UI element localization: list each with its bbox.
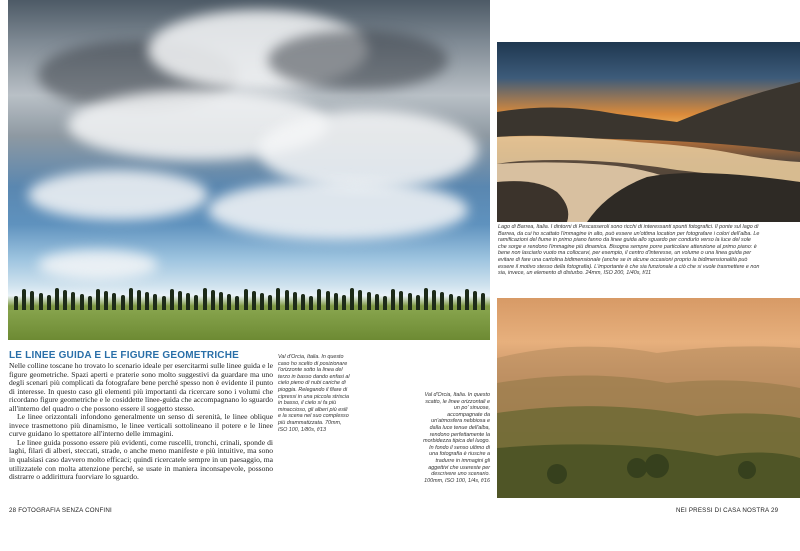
- cypress-tree: [399, 291, 403, 312]
- cypress-tree: [178, 291, 182, 312]
- photo-lake-barrea: [497, 42, 800, 222]
- cypress-tree: [63, 290, 67, 312]
- cypress-tree: [293, 292, 297, 312]
- cypress-tree: [424, 288, 428, 312]
- caption-val-dorcia: Val d'Orcia, Italia. In questo scatto, le linee orizzontali e un po' sinuose, accompagnate da un'atmosfera nebbiosa e dalla luce tenue dell'alba, rendono perfettamente la morbidezza tipica del luogo. In fondo il senso ultimo di una fotografia è riuscire a tradurre in immagini gli aggettivi che userestе per descrivere uno scenario. 100mm, ISO 100, 1/4s, f/16: [423, 392, 490, 484]
- cypress-tree: [30, 291, 34, 312]
- cypress-tree: [96, 289, 100, 312]
- footer-left: 28 FOTOGRAFIA SENZA CONFINI: [9, 507, 112, 514]
- body-paragraph: Le linee guida possono essere più evidenti, come ruscelli, tronchi, crinali, sponde di laghi, filari di alberi, steccati, strade, o anche meno manifeste e più intuitive, ma sono in qualsiasi caso davvero molto efficaci; quindi ricercatele sempre in un paesaggio, ma utilizzatele con molta attenzione perché, se usate in maniera inconsapevole, possono distrarre o addirittura fuorviare lo sguardo.: [9, 437, 273, 482]
- footer-right: NEI PRESSI DI CASA NOSTRA 29: [676, 507, 779, 514]
- cypress-tree: [71, 292, 75, 312]
- cypress-tree: [129, 288, 133, 312]
- cypress-tree: [391, 289, 395, 312]
- body-paragraph: Le linee orizzontali infondono generalmente un senso di serenità, le linee oblique invece trasmettono più dinamismo, le linee verticali sottolineano il potere e le linee curve guidano lo spettatore all'interno delle immagini.: [9, 412, 273, 439]
- photo-val-dorcia-hills: [497, 298, 800, 498]
- cypress-tree: [170, 289, 174, 312]
- cypress-tree: [350, 288, 354, 312]
- cypress-tree: [358, 290, 362, 312]
- cypress-tree: [432, 290, 436, 312]
- cypress-tree: [211, 290, 215, 312]
- cypress-tree: [55, 288, 59, 312]
- cypress-tree: [22, 289, 26, 312]
- green-field: [8, 310, 490, 340]
- cypress-tree: [252, 291, 256, 312]
- article-body: [9, 362, 273, 482]
- cypress-tree: [465, 289, 469, 312]
- caption-lake-barrea: Lago di Barrea, Italia. I dintorni di Pescasseroli sono ricchi di interessanti spunti fotografici. Il ponte sul lago di Barrea, da cui ho scattato l'immagine in alto, può essere un'ottima location per fotografare i colori dell'alba. Le ramificazioni del fiume in primo piano fanno da linee guida allo sguardo per condurlo verso la luce del sole che sorge e rendono l'immagine più dinamica. Bisogna sempre porre particolare attenzione al primo piano: è bene non lasciarlo vuoto ma collocarvi, per esempio, il centro d'interesse, un volume o una linea guida per evitare di fare una cartolina bidimensionale (anche se in alcune occasioni proprio la bidimensionalità può essere il motivo stesso della fotografia). L'importante è che sia funzionale a ciò che si vuole trasmettere e non sia, invece, un elemento di disturbo. 24mm, ISO 200, 1/40s, f/11: [498, 224, 760, 277]
- caption-cypress-row: Val d'Orcia, Italia. In questo caso ho scelto di posizionare l'orizzonte sotto la linea del terzo in basso dando enfasi al cielo pieno di nubi cariche di pioggia. Relegando il filare di cipressi in una piccola striscia in basso, il cielo si fa più minaccioso, gli alberi più esili e la scena nel suo complesso più drammatizzata. 70mm, ISO 100, 1/80s, f/13: [278, 354, 350, 433]
- article-heading: LE LINEE GUIDA E LE FIGURE GEOMETRICHE: [9, 350, 240, 361]
- cypress-tree: [440, 292, 444, 312]
- cypress-tree: [244, 289, 248, 312]
- cypress-tree: [285, 290, 289, 312]
- cypress-tree: [104, 291, 108, 312]
- photo-cypress-row: [8, 0, 490, 340]
- cypress-tree: [219, 292, 223, 312]
- cypress-tree: [276, 288, 280, 312]
- cypress-tree: [473, 291, 477, 312]
- cypress-tree: [367, 292, 371, 312]
- cypress-tree: [317, 289, 321, 312]
- body-paragraph: Nelle colline toscane ho trovato lo scenario ideale per esercitarmi sulle linee guida e le figure geometriche. Spazi aperti e praterie sono molto suggestivi da guardare ma uno degli scenari più complicati da fotografare bene perché spesso non è evidente il punto di interesse. In questo caso gli elementi più importanti da ricercare sono i volumi che ricordano figure geometriche e le cosiddette linee-guida che accompagnano lo sguardo all'interno del quadro o che possono essere il soggetto stesso.: [9, 361, 273, 413]
- cypress-tree: [137, 290, 141, 312]
- cypress-tree: [203, 288, 207, 312]
- cypress-tree: [145, 292, 149, 312]
- cypress-trees: [8, 286, 490, 312]
- cypress-tree: [326, 291, 330, 312]
